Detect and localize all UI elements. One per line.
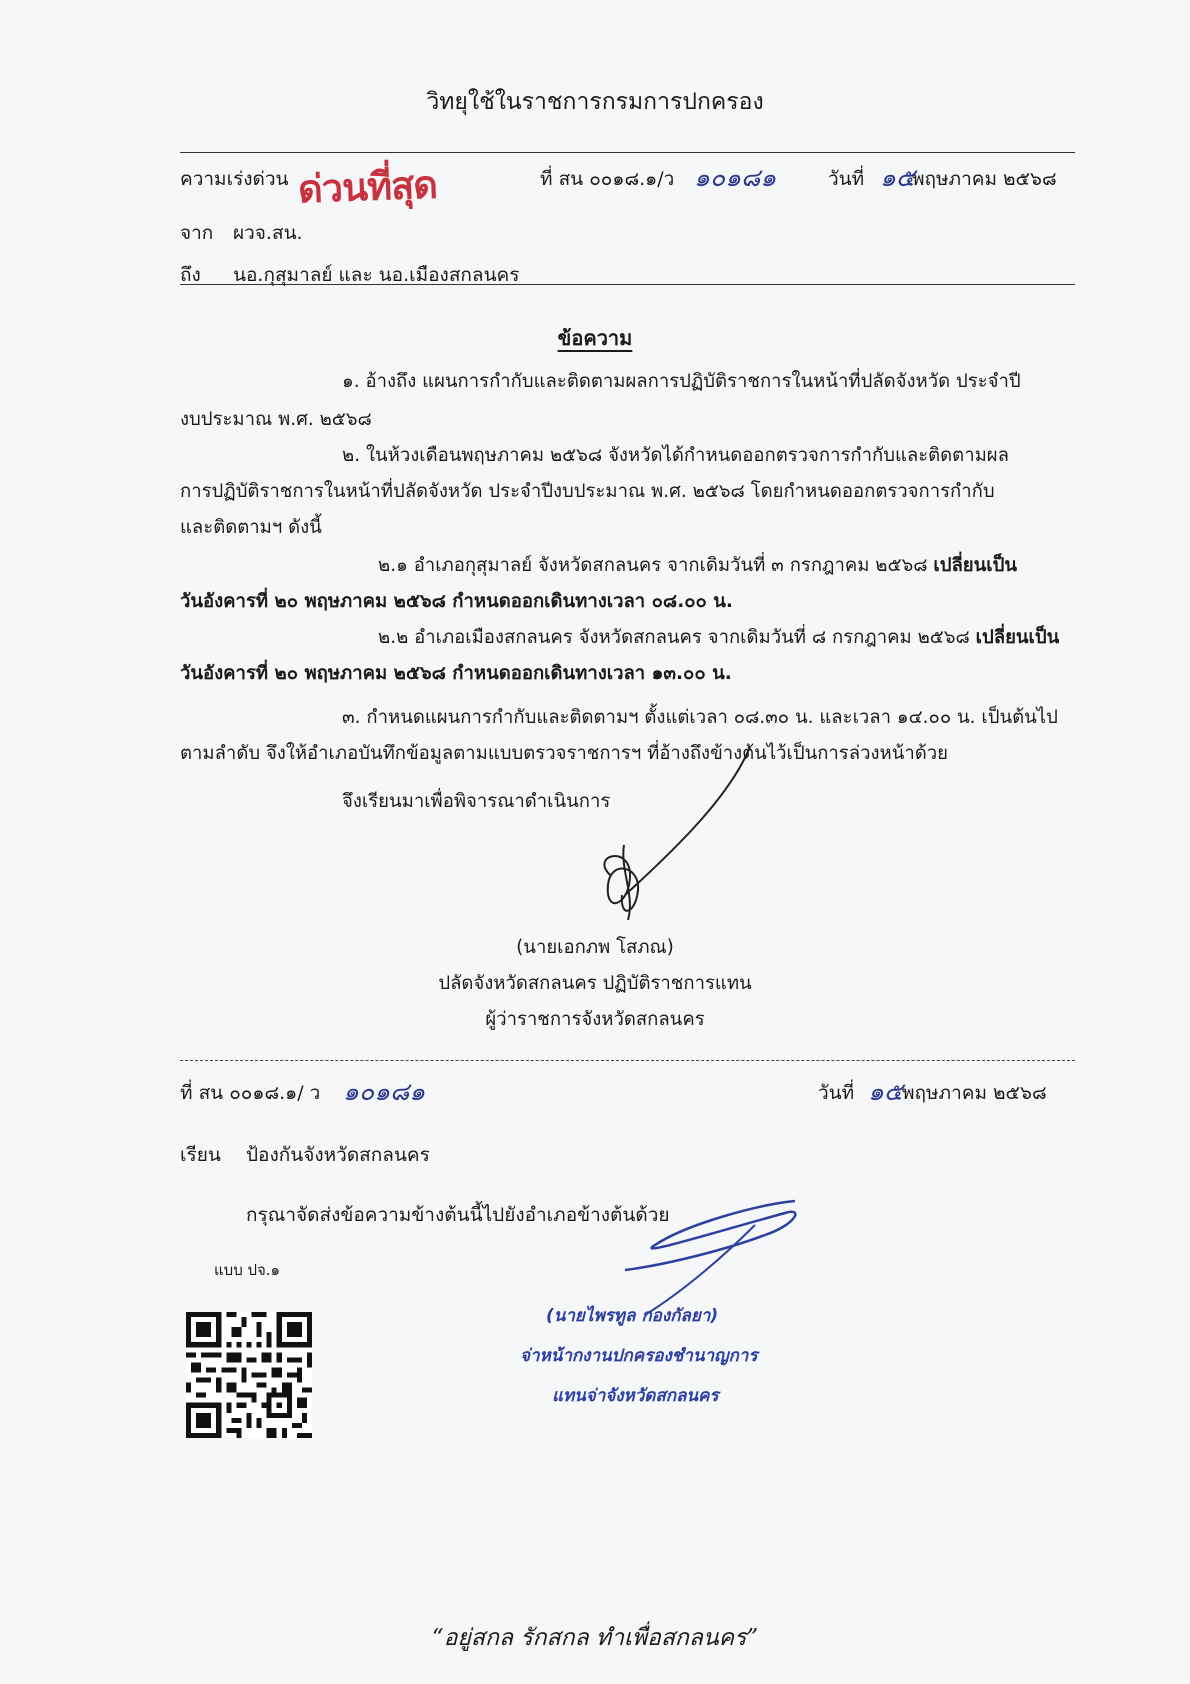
- from-label: จาก: [180, 222, 214, 244]
- form-code: แบบ ปจ.๑: [214, 1261, 281, 1279]
- forward-reference-prefix: ที่ สน ๐๐๑๘.๑/ ว: [180, 1082, 321, 1104]
- forward-date-day-handwritten: ๑๕: [868, 1077, 903, 1106]
- forward-stamp-position: จ่าหน้ากงานปกครองชำนาญการ: [520, 1346, 758, 1366]
- paragraph-3-line-1: ๓. กำหนดแผนการกำกับและติดตามฯ ตั้งแต่เวลา ๐๘.๓๐ น. และเวลา ๑๔.๐๐ น. เป็นต้นไป: [342, 707, 1058, 728]
- signer-position-line-1: ปลัดจังหวัดสกลนคร ปฏิบัติราชการแทน: [438, 973, 752, 994]
- date-month-year: พฤษภาคม ๒๕๖๘: [912, 168, 1057, 190]
- paragraph-2-2-text: ๒.๒ อำเภอเมืองสกลนคร จังหวัดสกลนคร จากเดิมวันที่ ๘ กรกฎาคม ๒๕๖๘: [378, 627, 976, 648]
- paragraph-2-2-line-2: วันอังคารที่ ๒๐ พฤษภาคม ๒๕๖๘ กำหนดออกเดินทางเวลา ๑๓.๐๐ น.: [180, 663, 732, 684]
- paragraph-2-1-line-1: [378, 548, 1017, 584]
- header-bottom-rule: [180, 284, 1075, 285]
- paragraph-1-line-1: ๑. อ้างถึง แผนการกำกับและติดตามผลการปฏิบัติราชการในหน้าที่ปลัดจังหวัด ประจำปี: [342, 371, 1021, 392]
- paragraph-2-2-line-1: [378, 620, 1059, 656]
- paragraph-2-line-3: และติดตามฯ ดังนี้: [180, 517, 322, 538]
- signer-position-line-2: ผู้ว่าราชการจังหวัดสกลนคร: [485, 1009, 705, 1030]
- document-title: วิทยุใช้ในราชการกรมการปกครอง: [426, 89, 764, 115]
- paragraph-2-2-change: เปลี่ยนเป็น: [975, 627, 1060, 648]
- from-value: ผวจ.สน.: [233, 222, 303, 244]
- footer-slogan: “อยู่สกล รักสกล ทำเพื่อสกลนคร”: [431, 1625, 759, 1651]
- forward-to-label: เรียน: [180, 1144, 221, 1166]
- forward-date-prefix: วันที่: [818, 1082, 855, 1104]
- to-value: นอ.กุสุมาลย์ และ นอ.เมืองสกลนคร: [233, 264, 520, 286]
- reference-number-handwritten: ๑๐๑๘๑: [694, 163, 777, 192]
- paragraph-2-1-line-2: วันอังคารที่ ๒๐ พฤษภาคม ๒๕๖๘ กำหนดออกเดินทางเวลา ๐๘.๐๐ น.: [180, 591, 733, 612]
- closing-line: จึงเรียนมาเพื่อพิจารณาดำเนินการ: [342, 791, 611, 812]
- forward-stamp-name: (นายไพรทูล กองกัลยา): [546, 1306, 719, 1326]
- paragraph-1-line-2: งบประมาณ พ.ศ. ๒๕๖๘: [180, 409, 372, 430]
- paragraph-2-1-text: ๒.๑ อำเภอกุสุมาลย์ จังหวัดสกลนคร จากเดิมวันที่ ๓ กรกฎาคม ๒๕๖๘: [378, 555, 934, 576]
- forward-date-month-year: พฤษภาคม ๒๕๖๘: [902, 1082, 1047, 1104]
- forward-message: กรุณาจัดส่งข้อความข้างต้นนี้ไปยังอำเภอข้างต้นด้วย: [246, 1204, 670, 1226]
- forward-to-value: ป้องกันจังหวัดสกลนคร: [246, 1144, 430, 1166]
- forward-stamp-acting: แทนจ่าจังหวัดสกลนคร: [552, 1386, 719, 1406]
- section-divider: [180, 1060, 1075, 1061]
- paragraph-3-line-2: ตามลำดับ จึงให้อำเภอบันทึกข้อมูลตามแบบตรวจราชการฯ ที่อ้างถึงข้างต้นไว้เป็นการล่วงหน้าด้วย: [180, 743, 948, 764]
- to-label: ถึง: [180, 264, 201, 286]
- date-prefix: วันที่: [828, 168, 865, 190]
- paragraph-2-line-1: ๒. ในห้วงเดือนพฤษภาคม ๒๕๖๘ จังหวัดได้กำหนดออกตรวจการกำกับและติดตามผล: [342, 445, 1009, 466]
- message-heading: ข้อความ: [557, 326, 633, 350]
- qr-code: [186, 1312, 312, 1438]
- forward-reference-handwritten: ๑๐๑๘๑: [343, 1077, 426, 1106]
- reference-number-prefix: ที่ สน ๐๐๑๘.๑/ว: [540, 168, 675, 190]
- paragraph-2-line-2: การปฏิบัติราชการในหน้าที่ปลัดจังหวัด ประจำปีงบประมาณ พ.ศ. ๒๕๖๘ โดยกำหนดออกตรวจการกำกับ: [180, 481, 995, 502]
- signature-mark: [580, 745, 780, 925]
- header-top-rule: [180, 152, 1075, 153]
- urgency-stamp: ด่วนที่สุด: [297, 161, 438, 212]
- urgency-label: ความเร่งด่วน: [180, 168, 289, 190]
- signer-name: (นายเอกภพ โสภณ): [516, 937, 674, 958]
- date-day-handwritten: ๑๕: [880, 163, 915, 192]
- paragraph-2-1-change: เปลี่ยนเป็น: [933, 555, 1017, 576]
